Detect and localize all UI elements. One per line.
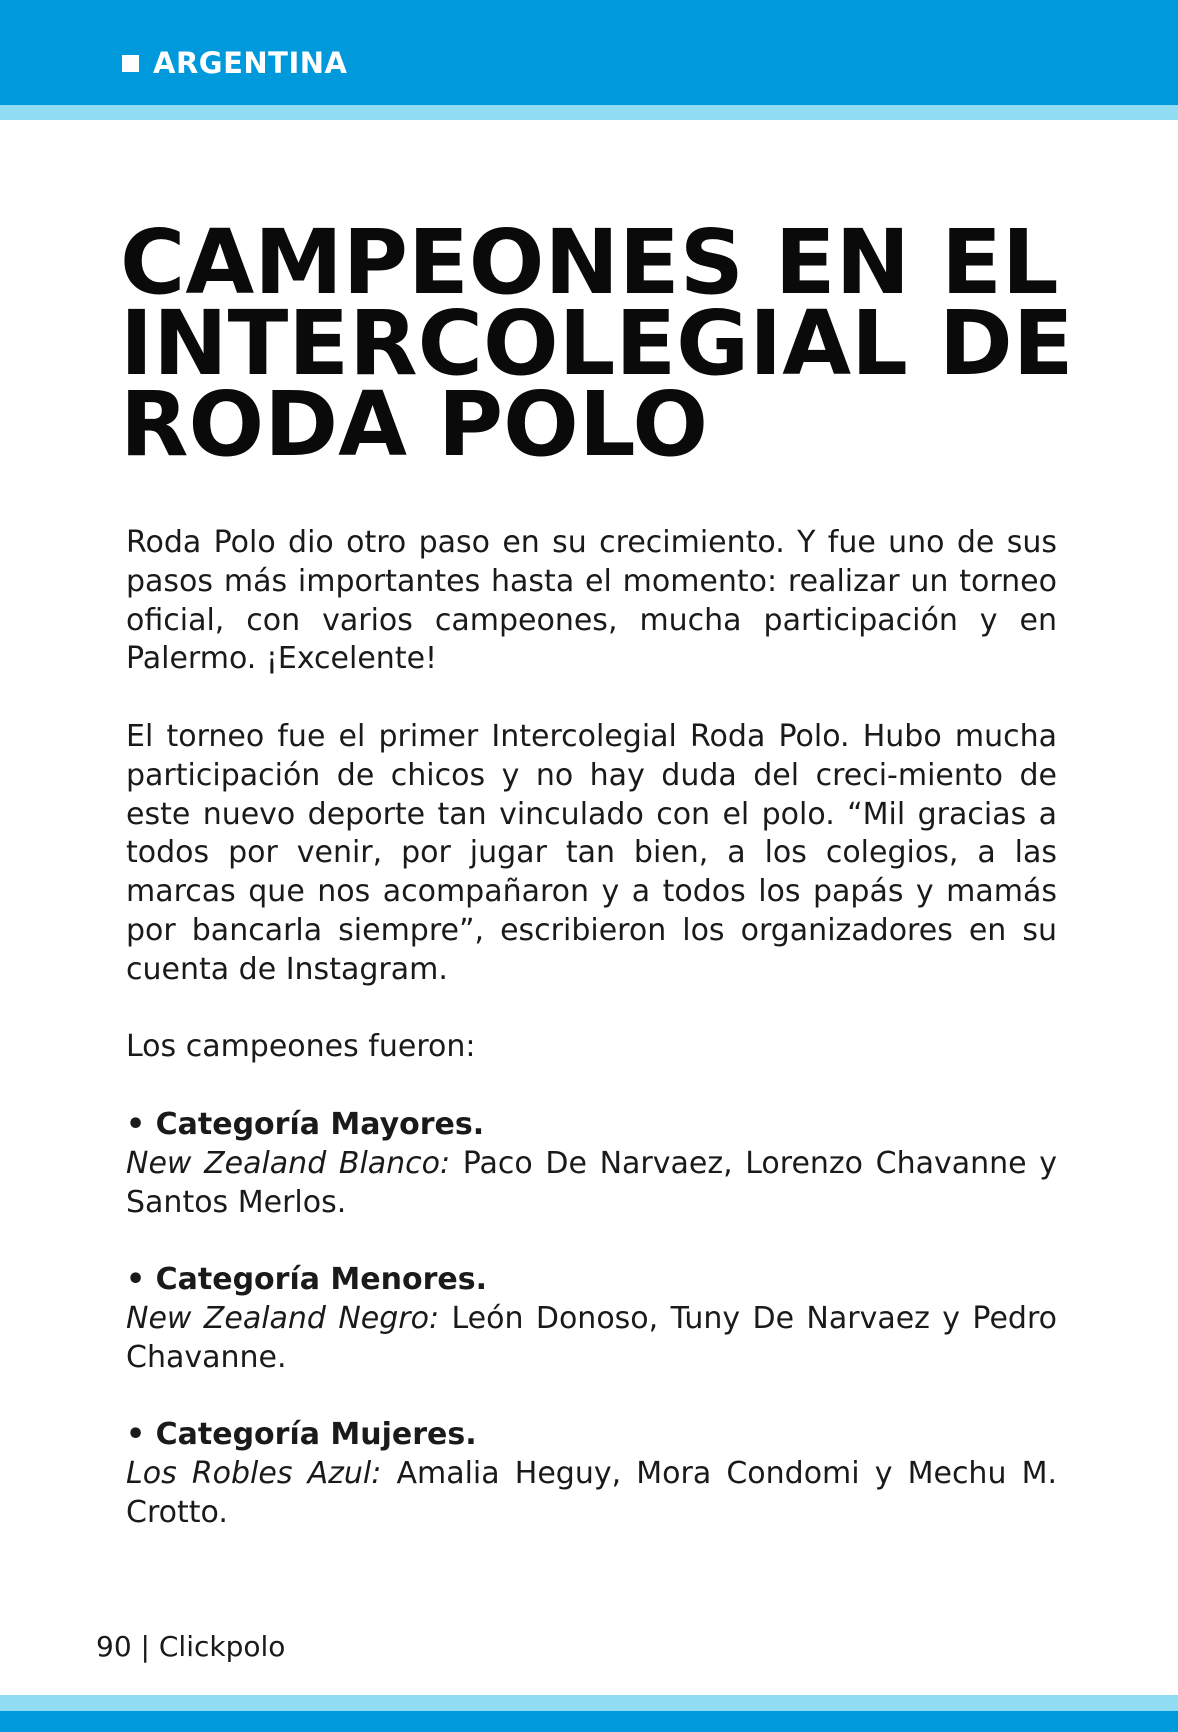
section-tag [122, 46, 348, 80]
team-name: New Zealand Negro: [126, 1300, 440, 1336]
category-heading: • Categoría Mayores. [126, 1106, 485, 1142]
player-list: Paco De Narvaez, Lorenzo Chavanne y Santos Merlos. [126, 1145, 1057, 1220]
article-body [126, 524, 1057, 1572]
footer-stripe [0, 1695, 1178, 1711]
paragraph-tournament: El torneo fue el primer Intercolegial Roda Polo. Hubo mucha participación de chicos y no hay duda del creci-miento de este nuevo deporte tan vinculado con el polo. “Mil gracias a todos por venir, por jugar tan bien, a los colegios, a las marcas que nos acompañaron y a todos los papás y mamás por bancarla siempre”, escribieron los organizadores en su cuenta de Instagram. [126, 718, 1057, 987]
category-heading: • Categoría Mujeres. [126, 1417, 477, 1453]
category-heading: • Categoría Menores. [126, 1262, 487, 1298]
header-stripe [0, 105, 1178, 120]
winner-line [126, 1300, 1057, 1378]
player-list: León Donoso, Tuny De Narvaez y Pedro Chavanne. [126, 1300, 1057, 1375]
title-line-1: CAMPEONES EN EL [120, 210, 1059, 314]
winner-item [126, 1261, 1057, 1377]
paragraph-intro: Roda Polo dio otro paso en su crecimiento. Y fue uno de sus pasos más importantes hasta el momento: realizar un torneo oficial, con varios campeones, mucha participación y en Palermo. ¡Excelente! [126, 525, 1057, 677]
winner-line [126, 1455, 1057, 1533]
winner-line [126, 1145, 1057, 1223]
title-line-3: RODA POLO [120, 372, 709, 476]
player-list: Amalia Heguy, Mora Condomi y Mechu M. Crotto. [126, 1456, 1058, 1530]
footer-bar [0, 1711, 1178, 1732]
winner-item [126, 1416, 1057, 1532]
page-title [120, 210, 1080, 476]
page-footer-label: 90 | Clickpolo [96, 1630, 286, 1663]
title-line-2: INTERCOLEGIAL DE [120, 291, 1074, 395]
paragraph-champions-intro: Los campeones fueron: [126, 1029, 476, 1065]
square-icon [122, 55, 139, 72]
team-name: New Zealand Blanco: [126, 1145, 451, 1181]
winner-item [126, 1106, 1057, 1222]
section-label: ARGENTINA [153, 46, 348, 80]
team-name: Los Robles Azul: [126, 1456, 382, 1492]
